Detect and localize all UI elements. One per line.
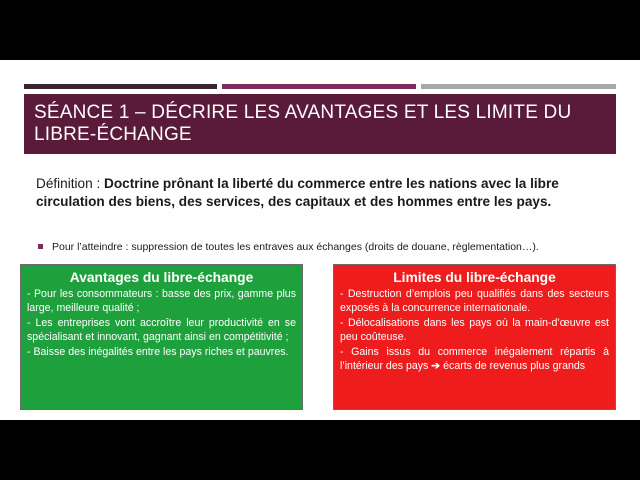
advantages-box (20, 264, 303, 410)
definition-text: Doctrine prônant la liberté du commerce entre les nations avec la libre circulation des biens, des services, des capitaux et des hommes entre les pays. (36, 176, 559, 209)
bullet-item (38, 240, 628, 254)
square-bullet-icon (38, 244, 43, 249)
accent-bar (421, 84, 616, 89)
limit-item-text: - Gains issus du commerce inégalement répartis à l’intérieur des pays (340, 345, 609, 373)
slide-title: SÉANCE 1 – DÉCRIRE LES AVANTAGES ET LES LIMITE DU LIBRE-ÉCHANGE (34, 102, 572, 145)
limits-title: Limites du libre-échange (393, 270, 556, 285)
advantage-item: - Les entreprises vont accroître leur productivité en se spécialisant et innovant, gagnant ainsi en compétitivité ; (27, 316, 296, 344)
slide (0, 60, 640, 420)
bullet-text: Pour l’atteindre : suppression de toutes les entraves aux échanges (droits de douane, règlementation…). (52, 241, 539, 253)
limit-item-consequence: écarts de revenus plus grands (443, 360, 586, 373)
limits-box (333, 264, 616, 410)
title-box (24, 94, 616, 154)
advantages-title: Avantages du libre-échange (69, 270, 254, 285)
limit-item (340, 345, 609, 374)
definition (36, 175, 612, 211)
advantage-item: - Baisse des inégalités entre les pays riches et pauvres. (27, 345, 289, 358)
limit-item: - Destruction d’emplois peu qualifiés dans des secteurs exposés à la concurrence internationale. (340, 288, 609, 315)
accent-bar (222, 84, 416, 89)
accent-bar (24, 84, 217, 89)
advantage-item: - Pour les consommateurs : basse des prix, gamme plus large, meilleure qualité ; (27, 288, 296, 315)
limit-item: - Délocalisations dans les pays où la main-d’œuvre est peu coûteuse. (340, 316, 609, 344)
right-arrow-icon: ➔ (431, 360, 441, 373)
definition-label: Définition : (36, 176, 105, 191)
